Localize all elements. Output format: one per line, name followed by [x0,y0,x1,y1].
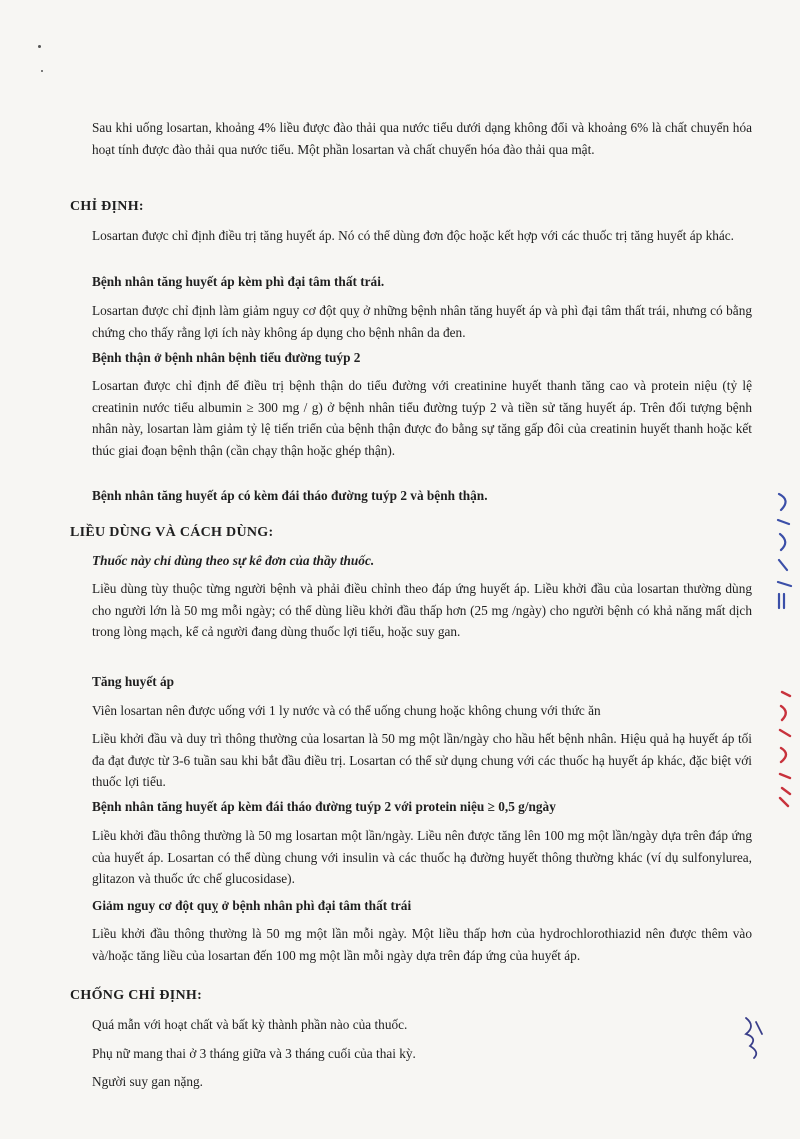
dosage-line-intake: Viên losartan nên được uống với 1 ly nước và có thể uống chung hoặc không chung với thức ăn [92,703,601,718]
dosage-subheading-hypertension: Tăng huyết áp [92,674,175,689]
contraindication-item-1: Quá mẫn với hoạt chất và bất kỳ thành phần nào của thuốc. [92,1017,408,1032]
dosage-subheading-stroke: Giảm nguy cơ đột quỵ ở bệnh nhân phì đại tâm thất trái [92,898,412,913]
dosage-paragraph-3: Liều khởi đầu thông thường là 50 mg losartan một lần/ngày. Liều nên được tăng lên 100 mg một lần/ngày dựa trên đáp ứng của huyết áp. Losartan có thể dùng chung với insulin và các thuốc hạ đường huyết thông thường khác (ví dụ sulfonylurea, glitazon và thuốc ức chế glucosidase). [92,828,752,886]
dosage-paragraph-4: Liều khởi đầu thông thường là 50 mg một lần mỗi ngày. Một liều thấp hơn của hydrochlorothiazid nên được thêm vào và/hoặc tăng liều của losartan đến 100 mg một lần mỗi ngày dựa trên đáp ứng của huyết áp. [92,926,752,963]
dosage-heading: LIỀU DÙNG VÀ CÁCH DÙNG: [70,525,274,540]
contraindication-item-3: Người suy gan nặng. [92,1074,203,1089]
indications-paragraph-3: Losartan được chỉ định để điều trị bệnh thận do tiểu đường với creatinine huyết thanh tăng cao và protein niệu (tỷ lệ creatinin nước tiểu albumin ≥ 300 mg / g) ở bệnh nhân tiểu đường tuýp 2 và tiền sử tăng huyết áp. Trên đối tượng bệnh nhân này, losartan làm giảm tỷ lệ tiến triển của bệnh thận được đo bằng sự tăng gấp đôi của creatinin huyết thanh hoặc kết thúc giai đoạn bệnh thận (cần chạy thận hoặc ghép thận). [92,378,752,458]
dosage-paragraph-2: Liều khởi đầu và duy trì thông thường của losartan là 50 mg một lần/ngày cho hầu hết bệnh nhân. Hiệu quả hạ huyết áp tối đa đạt được từ 3-6 tuần sau khi bắt đầu điều trị. Losartan có thể sử dụng chung với các thuốc hạ huyết áp khác, đặc biệt với thuốc lợi tiểu. [92,731,752,789]
indications-heading: CHỈ ĐỊNH: [70,199,144,214]
red-stamp-fragment-icon [776,690,798,810]
prescription-note: Thuốc này chỉ dùng theo sự kê đơn của thầy thuốc. [92,553,375,568]
contraindication-item-2: Phụ nữ mang thai ở 3 tháng giữa và 3 tháng cuối của thai kỳ. [92,1046,416,1061]
scan-speck [38,45,41,48]
indications-subheading-lvh: Bệnh nhân tăng huyết áp kèm phì đại tâm thất trái. [92,274,385,289]
dosage-paragraph-1: Liều dùng tùy thuộc từng người bệnh và phải điều chỉnh theo đáp ứng huyết áp. Liều khởi đầu của losartan thường dùng cho người lớn là 50 mg mỗi ngày; có thể dùng liều khởi đầu thấp hơn (25 mg /ngày) cho người bệnh có khả năng mất dịch trong lòng mạch, kể cả người đang dùng thuốc lợi tiểu, hoặc suy gan. [92,581,752,639]
dosage-subheading-proteinuria: Bệnh nhân tăng huyết áp kèm đái tháo đường tuýp 2 với protein niệu ≥ 0,5 g/ngày [92,799,556,814]
handwritten-initials-icon [738,1012,768,1062]
intro-paragraph: Sau khi uống losartan, khoảng 4% liều được đào thải qua nước tiểu dưới dạng không đổi và khoảng 6% là chất chuyển hóa hoạt tính được đào thải qua nước tiểu. Một phần losartan và chất chuyển hóa đào thải qua mật. [92,120,752,157]
indications-paragraph-1: Losartan được chỉ định điều trị tăng huyết áp. Nó có thể dùng đơn độc hoặc kết hợp với các thuốc trị tăng huyết áp khác. [92,228,735,243]
indications-subheading-nephropathy: Bệnh thận ở bệnh nhân bệnh tiểu đường tuýp 2 [92,350,361,365]
blue-stamp-fragment-icon [775,490,797,610]
indications-paragraph-2: Losartan được chỉ định làm giảm nguy cơ đột quỵ ở những bệnh nhân tăng huyết áp và phì đại tâm thất trái, nhưng có bằng chứng cho thấy rằng lợi ích này không áp dụng cho bệnh nhân da đen. [92,303,752,340]
contraindications-heading: CHỐNG CHỈ ĐỊNH: [70,988,203,1003]
scan-speck [41,70,43,72]
indications-subheading-diabetes: Bệnh nhân tăng huyết áp có kèm đái tháo đường tuýp 2 và bệnh thận. [92,488,488,503]
